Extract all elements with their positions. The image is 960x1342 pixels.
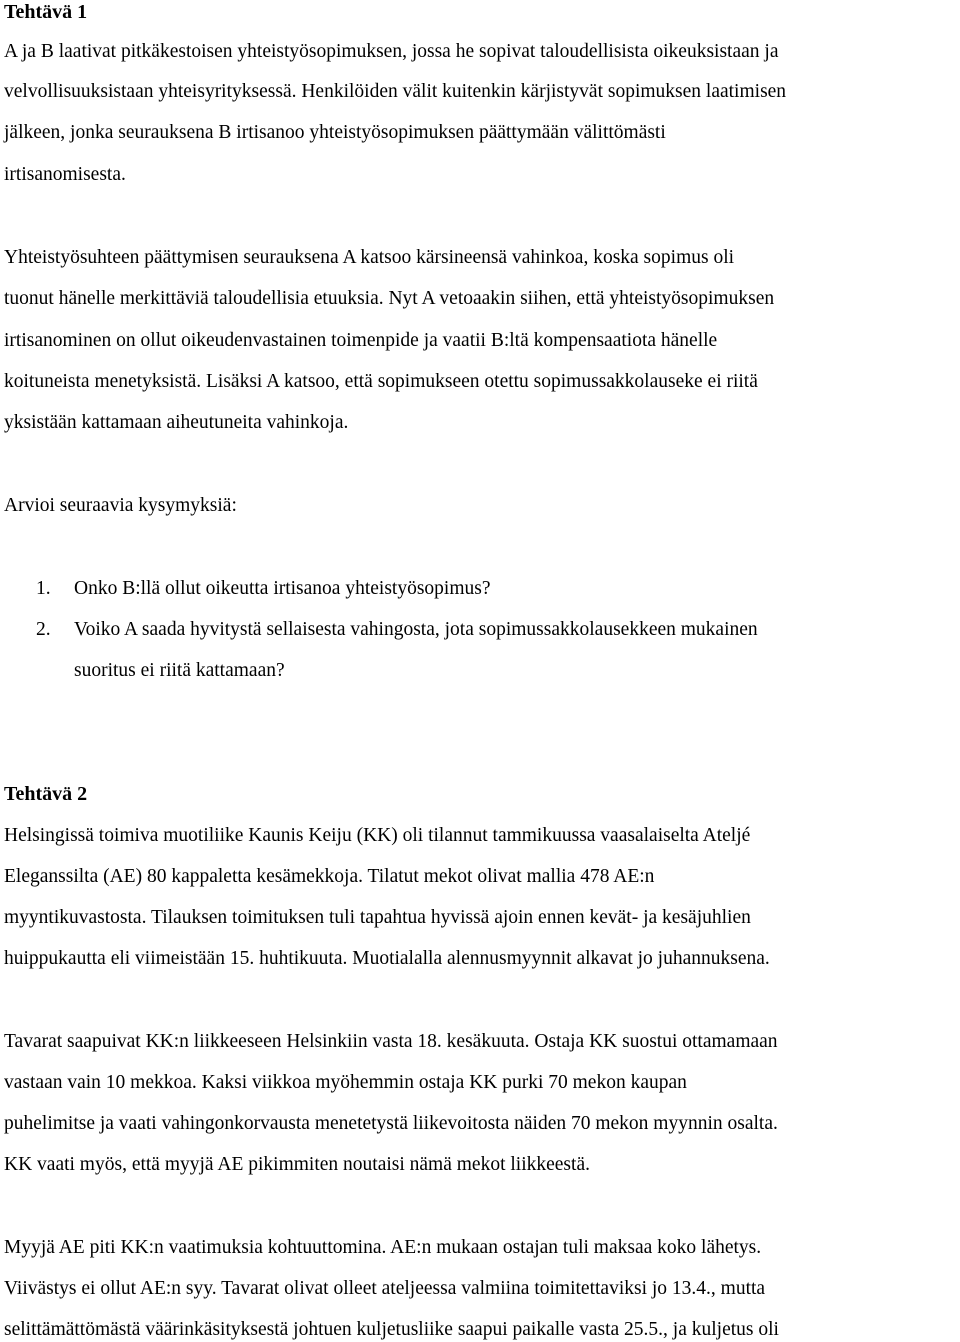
task2-para2-line: puhelimitse ja vaati vahingonkorvausta menetetystä liikevoitosta näiden 70 mekon myynnin osalta.: [4, 1113, 778, 1134]
question-number: 2.: [36, 619, 51, 640]
task1-para2-line: yksistään kattamaan aiheutuneita vahinkoja.: [4, 412, 349, 433]
question-text: Voiko A saada hyvitystä sellaisesta vahingosta, jota sopimussakkolausekkeen mukainen: [74, 619, 758, 640]
question-number: 1.: [36, 578, 51, 599]
task2-para2-line: vastaan vain 10 mekkoa. Kaksi viikkoa myöhemmin ostaja KK purki 70 mekon kaupan: [4, 1072, 687, 1093]
task1-para1-line: jälkeen, jonka seurauksena B irtisanoo yhteistyösopimuksen päättymään välittömästi: [4, 122, 666, 143]
task1-para1-line: irtisanomisesta.: [4, 164, 126, 185]
task2-para1-line: myyntikuvastosta. Tilauksen toimituksen tuli tapahtua hyvissä ajoin ennen kevät- ja kesäjuhlien: [4, 907, 751, 928]
task2-para1-line: huippukautta eli viimeistään 15. huhtikuuta. Muotialalla alennusmyynnit alkavat jo juhannuksena.: [4, 948, 770, 969]
question-text: suoritus ei riitä kattamaan?: [74, 660, 285, 681]
task2-para1-line: Eleganssilta (AE) 80 kappaletta kesämekkoja. Tilatut mekot olivat mallia 478 AE:n: [4, 866, 655, 887]
task1-para2-line: koituneista menetyksistä. Lisäksi A katsoo, että sopimukseen otettu sopimussakkolauseke ei riitä: [4, 371, 758, 392]
task2-para3-line: selittämättömästä väärinkäsityksestä johtuen kuljetusliike saapui paikalle vasta 25.5., ja kuljetus oli: [4, 1319, 779, 1340]
task1-para2-line: Yhteistyösuhteen päättymisen seurauksena A katsoo kärsineensä vahinkoa, koska sopimus oli: [4, 247, 735, 268]
task2-para3-line: Myyjä AE piti KK:n vaatimuksia kohtuuttomina. AE:n mukaan ostajan tuli maksaa koko lähetys.: [4, 1237, 762, 1258]
question-text: Onko B:llä ollut oikeutta irtisanoa yhteistyösopimus?: [74, 578, 491, 599]
task2-para3-line: Viivästys ei ollut AE:n syy. Tavarat olivat olleet ateljeessa valmiina toimitettaviksi jo 13.4., mutta: [4, 1278, 766, 1299]
task1-para1-line: A ja B laativat pitkäkestoisen yhteistyösopimuksen, jossa he sopivat taloudellisista oikeuksistaan ja: [4, 41, 779, 62]
task2-para2-line: KK vaati myös, että myyjä AE pikimmiten noutaisi nämä mekot liikkeestä.: [4, 1154, 590, 1175]
task2-para1-line: Helsingissä toimiva muotiliike Kaunis Keiju (KK) oli tilannut tammikuussa vaasalaiselta Ateljé: [4, 825, 751, 846]
task2-para2-line: Tavarat saapuivat KK:n liikkeeseen Helsinkiin vasta 18. kesäkuuta. Ostaja KK suostui ottamamaan: [4, 1031, 778, 1052]
task1-para1-line: velvollisuuksistaan yhteisyrityksessä. Henkilöiden välit kuitenkin kärjistyvät sopimuksen laatimisen: [4, 81, 787, 102]
task1-para2-line: tuonut hänelle merkittäviä taloudellisia etuuksia. Nyt A vetoaakin siihen, että yhteistyösopimuksen: [4, 288, 775, 309]
task2-heading: Tehtävä 2: [4, 783, 88, 805]
task1-prompt: Arvioi seuraavia kysymyksiä:: [4, 495, 237, 516]
task1-heading: Tehtävä 1: [4, 1, 88, 23]
task1-para2-line: irtisanominen on ollut oikeudenvastainen toimenpide ja vaatii B:ltä kompensaatiota hänelle: [4, 330, 718, 351]
